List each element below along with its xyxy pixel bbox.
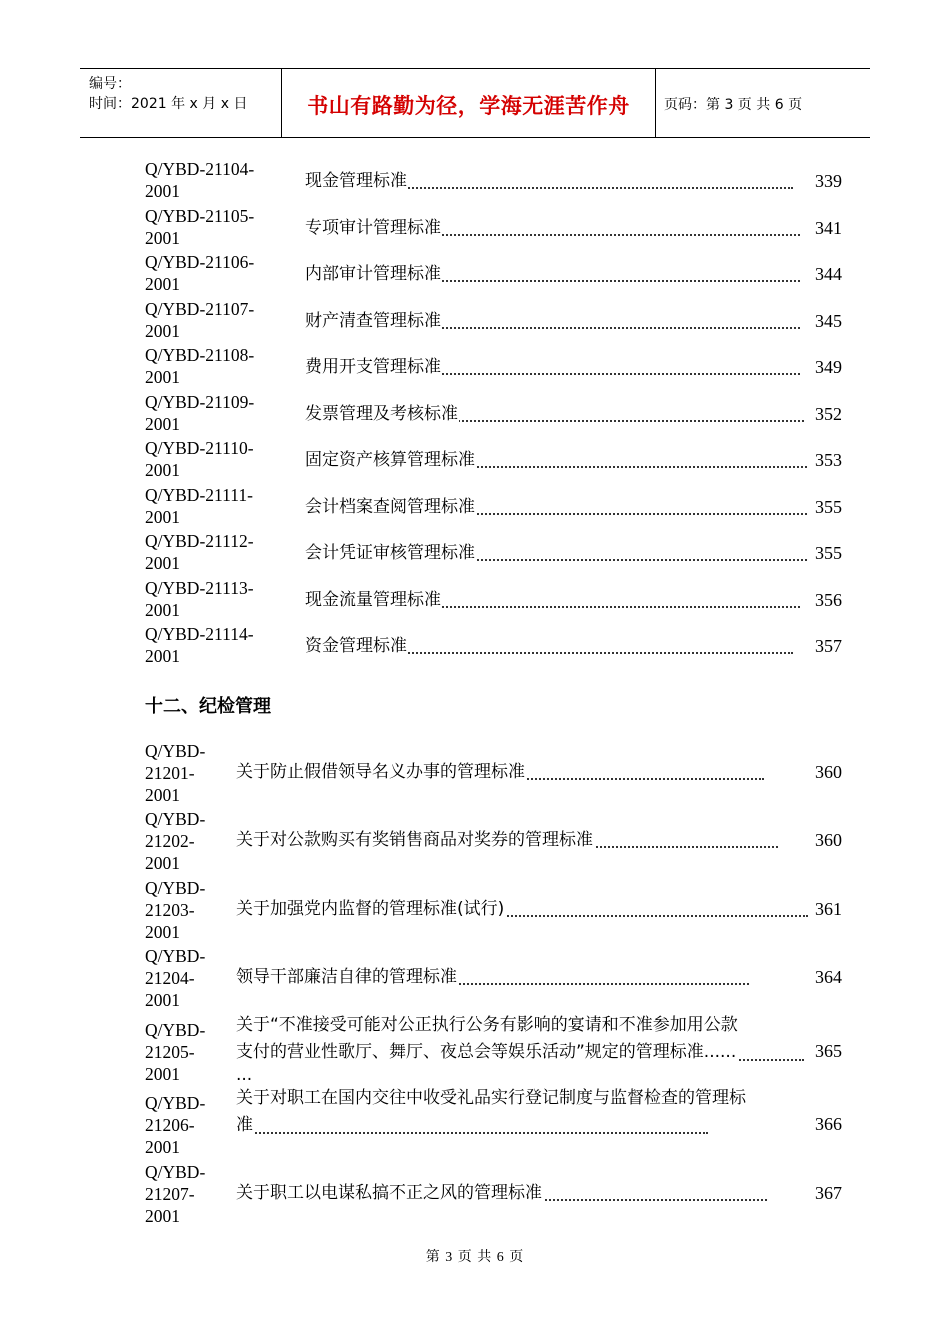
toc-entry-page: 355: [815, 496, 842, 517]
code-line: Q/YBD-21109-: [145, 391, 255, 412]
toc-entry-page: 360: [815, 762, 842, 782]
code-line: Q/YBD-21107-: [145, 298, 255, 319]
code-line: 2001: [145, 181, 180, 201]
title-line: ...: [236, 1065, 253, 1085]
toc-entry-code: [145, 251, 270, 295]
page-footer: 第 3 页 共 6 页: [425, 1250, 525, 1265]
toc-entry-page: 364: [815, 967, 842, 987]
code-line: 2001: [145, 990, 180, 1010]
code-line: Q/YBD-21112-: [145, 531, 254, 551]
code-line: 2001: [145, 599, 180, 620]
code-line: 2001: [145, 1206, 180, 1226]
code-line: 21203-: [145, 900, 195, 920]
code-line: 21204-: [145, 968, 195, 988]
toc-entry-page: 341: [815, 217, 842, 238]
toc-entry-page: 367: [815, 1183, 842, 1203]
title-text: 财产清查管理标准: [305, 310, 441, 331]
motto: 书山有路勤为径，学海无涯苦作舟: [307, 94, 630, 118]
toc-entry-title: [305, 494, 807, 520]
toc-entry-page: 357: [815, 636, 842, 656]
code-line: Q/YBD-: [145, 878, 206, 898]
code-line: 2001: [145, 274, 180, 294]
toc-entry-page: 344: [815, 264, 842, 284]
toc-entry-code: [145, 158, 270, 202]
code-line: 2001: [145, 413, 180, 434]
toc-entry-code: [145, 484, 270, 528]
code-line: Q/YBD-21110-: [145, 438, 254, 458]
toc-entry-code: [145, 623, 270, 667]
title-text: 会计档案查阅管理标准: [305, 496, 475, 517]
toc-entry-title: [236, 964, 749, 990]
number-label: 编号：: [89, 76, 131, 92]
toc-entry-code: [145, 1092, 225, 1158]
title-text: 关于对公款购买有奖销售商品对奖券的管理标准: [236, 830, 593, 850]
toc-entry-title: [305, 447, 807, 473]
header-motto-cell: [281, 69, 656, 137]
code-line: Q/YBD-21106-: [145, 252, 255, 272]
code-line: 21202-: [145, 831, 195, 851]
page-header: [80, 68, 870, 138]
toc-entry-title: [305, 168, 793, 194]
toc-entry-code: [145, 945, 225, 1011]
code-line: 2001: [145, 460, 180, 480]
toc-entry-code: [145, 577, 270, 621]
code-line: Q/YBD-: [145, 741, 206, 761]
toc-entry-code: [145, 1161, 225, 1227]
toc-entry-code: [145, 205, 270, 249]
code-line: 21201-: [145, 763, 195, 783]
title-text: 关于防止假借领导名义办事的管理标准: [236, 762, 525, 782]
toc-entry-title: [236, 896, 808, 922]
title-text: 固定资产核算管理标准: [305, 450, 475, 470]
toc-entry-title: [236, 827, 778, 853]
code-line: 21207-: [145, 1184, 195, 1204]
section-title: 十二、纪检管理: [145, 696, 271, 717]
toc-entry-page: 339: [815, 171, 842, 191]
toc-entry-code: [145, 740, 225, 806]
header-info-cell: [80, 69, 280, 137]
toc-entry-code: [145, 808, 225, 874]
toc-entry-title: [236, 1012, 814, 1084]
title-text: 专项审计管理标准: [305, 217, 441, 238]
title-line: 关于对职工在国内交往中收受礼品实行登记制度与监督检查的管理标: [236, 1088, 746, 1108]
toc-entry-title: [236, 1180, 767, 1206]
toc-entry-page: 361: [815, 899, 842, 919]
title-line: [236, 1039, 804, 1066]
title-text: 发票管理及考核标准: [305, 403, 458, 424]
dot-leader: [236, 1132, 708, 1134]
toc-entry-code: [145, 437, 270, 481]
toc-entry-page: 366: [815, 1114, 842, 1134]
toc-entry-code: [145, 1019, 225, 1085]
code-line: Q/YBD-21113-: [145, 577, 254, 598]
code-line: 2001: [145, 922, 180, 942]
toc-entry-title: [305, 308, 800, 334]
title-text: 内部审计管理标准: [305, 264, 441, 284]
code-line: Q/YBD-21114-: [145, 624, 254, 644]
code-line: 2001: [145, 367, 180, 387]
title-text: 现金流量管理标准: [305, 589, 441, 610]
title-line: 关于“不准接受可能对公正执行公务有影响的宴请和不准参加用公款: [236, 1015, 738, 1035]
toc-entry-page: 356: [815, 589, 842, 610]
code-line: Q/YBD-: [145, 809, 206, 829]
title-text: 会计凭证审核管理标准: [305, 543, 475, 563]
toc-entry-title: [236, 759, 764, 785]
code-line: Q/YBD-: [145, 946, 206, 966]
toc-entry-page: 355: [815, 543, 842, 563]
header-page-cell: [655, 69, 870, 137]
title-text: 费用开支管理标准: [305, 357, 441, 377]
title-text: 支付的营业性歌厅、舞厅、夜总会等娱乐活动”规定的管理标准......: [236, 1042, 737, 1062]
toc-entry-code: [145, 298, 270, 342]
code-line: Q/YBD-: [145, 1093, 206, 1113]
title-text: 现金管理标准: [305, 171, 407, 191]
title-text: 资金管理标准: [305, 636, 407, 656]
title-text: 关于职工以电谋私搞不正之风的管理标准: [236, 1183, 542, 1203]
time-label: 时间：2021 年 x 月 x 日: [89, 96, 248, 112]
title-line: [236, 1112, 708, 1139]
toc-entry-title: [305, 540, 807, 566]
code-line: 2001: [145, 553, 180, 573]
toc-entry-code: [145, 344, 270, 388]
toc-entry-code: [145, 877, 225, 943]
code-line: Q/YBD-21104-: [145, 159, 255, 179]
toc-entry-page: 353: [815, 450, 842, 470]
toc-entry-page: 345: [815, 310, 842, 331]
toc-entry-page: 365: [815, 1041, 842, 1061]
title-text: 领导干部廉洁自律的管理标准: [236, 967, 457, 987]
code-line: 21205-: [145, 1042, 195, 1062]
code-line: Q/YBD-21108-: [145, 345, 255, 365]
code-line: 21206-: [145, 1115, 195, 1135]
title-text: 关于加强党内监督的管理标准(试行): [236, 899, 505, 919]
code-line: 2001: [145, 1064, 180, 1084]
toc-entry-title: [305, 587, 800, 613]
code-line: 2001: [145, 785, 180, 805]
toc-entry-page: 360: [815, 830, 842, 850]
code-line: 2001: [145, 853, 180, 873]
code-line: Q/YBD-: [145, 1162, 206, 1182]
code-line: Q/YBD-: [145, 1020, 206, 1040]
code-line: 2001: [145, 1137, 180, 1157]
toc-entry-code: [145, 391, 270, 435]
title-text: 准: [236, 1115, 253, 1135]
toc-entry-page: 349: [815, 357, 842, 377]
toc-entry-title: [305, 633, 793, 659]
toc-entry-page: 352: [815, 403, 842, 424]
code-line: Q/YBD-21105-: [145, 205, 255, 226]
code-line: 2001: [145, 506, 180, 527]
page-code: 页码：第 3 页 共 6 页: [664, 97, 803, 113]
code-line: 2001: [145, 646, 180, 666]
code-line: 2001: [145, 320, 180, 341]
code-line: Q/YBD-21111-: [145, 484, 253, 505]
toc-entry-title: [305, 401, 804, 427]
toc-entry-title: [305, 354, 800, 380]
toc-entry-title: [305, 215, 800, 241]
toc-entry-title: [305, 261, 800, 287]
toc-entry-title: [236, 1085, 814, 1139]
toc-entry-code: [145, 530, 270, 574]
code-line: 2001: [145, 227, 180, 248]
